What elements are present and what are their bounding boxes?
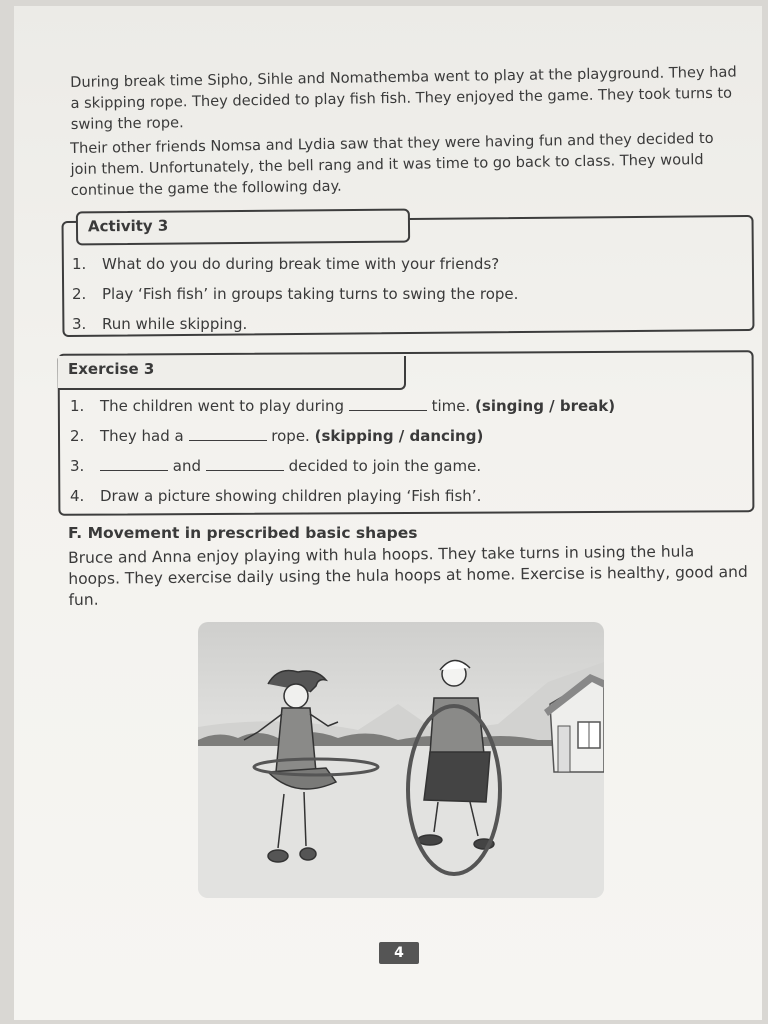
answer-blank[interactable] xyxy=(349,396,427,411)
item-text: What do you do during break time with your friends? xyxy=(102,255,500,273)
story-paragraph-2: Their other friends Nomsa and Lydia saw that they were having fun and they decided to join them. Unfortunately, the bell rang and it was time to go back to class. They would continue the game the following day. xyxy=(70,129,714,199)
item-number: 3. xyxy=(72,315,87,333)
exercise-item xyxy=(70,426,483,446)
item-text: and xyxy=(172,457,202,475)
activity-item xyxy=(72,254,499,274)
answer-options: (skipping / dancing) xyxy=(314,427,484,445)
item-text: They had a xyxy=(100,427,184,445)
page-number: 4 xyxy=(379,942,419,964)
answer-blank[interactable] xyxy=(206,456,284,471)
exercise-item xyxy=(70,486,481,506)
item-text: decided to join the game. xyxy=(288,457,482,475)
answer-blank[interactable] xyxy=(100,456,168,471)
item-text: rope. xyxy=(271,427,310,445)
exercise-title: Exercise 3 xyxy=(58,356,406,390)
item-number: 4. xyxy=(70,487,85,505)
item-text: Play ‘Fish fish’ in groups taking turns to swing the rope. xyxy=(102,285,519,303)
activity-item xyxy=(72,284,518,304)
children-playing-hula-hoops-icon xyxy=(198,622,604,898)
item-number: 1. xyxy=(70,397,85,415)
answer-blank[interactable] xyxy=(189,426,267,441)
story-paragraph-1: During break time Sipho, Sihle and Nomathemba went to play at the playground. They had a skipping rope. They decided to play fish fish. They enjoyed the game. They took turns to swing the rope. xyxy=(70,63,737,133)
hula-hoop-illustration xyxy=(198,622,604,898)
item-number: 3. xyxy=(70,457,85,475)
item-number: 2. xyxy=(70,427,85,445)
item-text: Run while skipping. xyxy=(102,315,248,333)
item-number: 2. xyxy=(72,285,87,303)
workbook-page xyxy=(14,6,762,1020)
item-text: time. xyxy=(431,397,471,415)
section-paragraph: Bruce and Anna enjoy playing with hula hoops. They take turns in using the hula hoops. They exercise daily using the hula hoops at home. Exercise is healthy, good and fun. xyxy=(68,542,748,609)
section-heading: F. Movement in prescribed basic shapes xyxy=(68,524,418,542)
activity-title: Activity 3 xyxy=(76,209,410,246)
exercise-item xyxy=(70,456,481,476)
item-number: 1. xyxy=(72,255,87,273)
activity-item xyxy=(72,314,247,334)
item-text: The children went to play during xyxy=(100,397,345,415)
item-text: Draw a picture showing children playing ‘Fish fish’. xyxy=(100,487,482,505)
answer-options: (singing / break) xyxy=(475,397,616,415)
exercise-item xyxy=(70,396,615,416)
